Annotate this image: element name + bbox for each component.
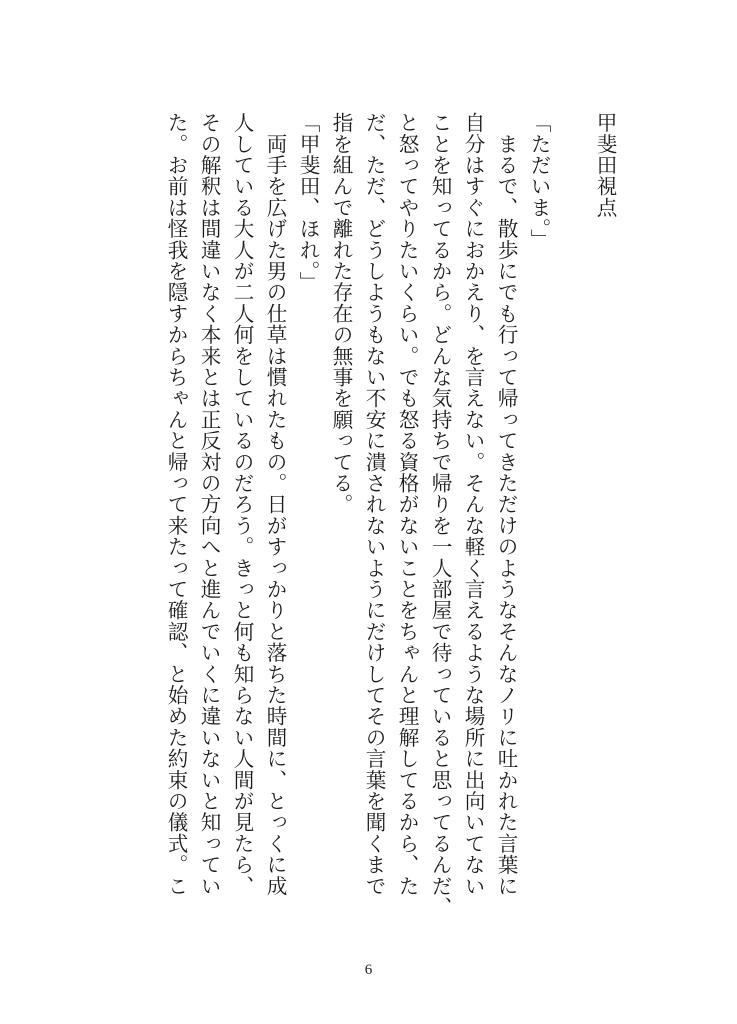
text-line: 指を組んで離れた存在の無事を願ってる。 [329, 112, 353, 515]
text-line: まるで、散歩にでも行って帰ってきただけのようなそんなノリに吐かれた言葉に [494, 112, 518, 897]
text-line: 両手を広げた男の仕草は慣れたもの。日がすっかりと落ちた時間に、とっくに成 [263, 112, 287, 897]
text-line: た。お前は怪我を隠すからちゃんと帰って来たって確認、と始めた約束の儀式。こ [164, 112, 188, 897]
vertical-text-body [159, 112, 621, 952]
text-line: ことを知ってるから。どんな気持ちで帰りを一人部屋で待っていると思ってるんだ、 [428, 112, 452, 918]
text-line: と怒ってやりたいくらい。でも怒る資格がないことをちゃんと理解してるから、た [395, 112, 419, 897]
text-line: 自分はすぐにおかえり、を言えない。そんな軽く言えるような場所に出向いてない [461, 112, 485, 897]
text-line: その解釈は間違いなく本来とは正反対の方向へと進んでいくに違いないと知ってい [197, 112, 221, 897]
section-heading: 甲斐田視点 [593, 112, 617, 218]
page-number: 6 [364, 962, 373, 978]
text-line: だ、ただ、どうしようもない不安に潰されないようにだけしてその言葉を聞くまで [362, 112, 386, 897]
text-line: 「甲斐田、ほれ。」 [296, 112, 320, 293]
text-line: 「ただいま。」 [527, 112, 551, 251]
text-line: 人している大人が二人何をしているのだろう。きっと何も知らない人間が見たら、 [230, 112, 254, 897]
